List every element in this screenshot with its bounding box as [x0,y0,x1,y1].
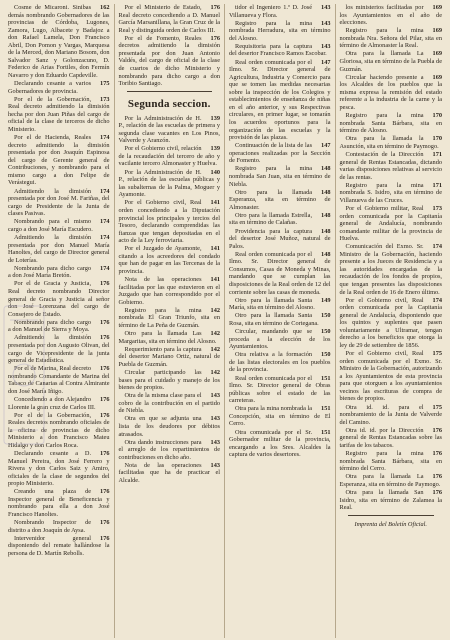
page-number: 170 [432,135,442,143]
entry-text: Por el Gobierno militar, Real orden comunicada por la Capitanía general de Andalucía, nombrando comandante militar de la provincia de Huelva. [339,204,442,243]
index-entry [340,297,443,350]
index-entry [119,330,221,345]
index-entry [119,199,221,244]
index-entry [229,312,331,327]
entry-text: Admitiendo la dimisión presentada por don Manuel María Hanoltes, del cargo de Director general de Loterías. [8,233,110,264]
page-number: 176 [100,411,110,419]
index-entry [340,404,443,427]
index-entry [340,427,443,450]
page-number: 176 [100,488,110,496]
index-entry [119,439,221,462]
index-entry [119,462,221,485]
index-entry [229,189,331,212]
entry-text: Continuación de la lista de las operaciones realizadas por la Sección de Fomento. [229,142,331,165]
page-number: 176 [100,334,110,342]
index-entry [340,350,443,403]
index-entry [340,473,443,488]
entry-text: Por el de la Gobernación, Reales decretos nombrando oficiales de la oficina de provincias de dicho Ministerio a don Francisco Mateu Hidalgo y don Carlos Roca. [8,411,110,449]
entry-text: Otra para la llamada La Gloriosa, sita en término de la Puebla de Guzmán. [339,50,442,73]
index-entry [119,145,221,168]
entry-text: Otro para la llamada Estrella, sita en término de Calañas. [229,211,313,227]
index-entry [229,351,331,374]
index-entry [119,369,221,392]
page-number: 176 [432,488,442,496]
index-entry [119,245,221,275]
index-entry [340,243,443,296]
entry-text: Admitiendo la dimisión presentada por don Augusto Olivan, del cargo de Vicepresidente de la junta general de Estadística. [8,334,110,365]
page-number: 150 [321,312,331,320]
page-number: 148 [321,227,331,235]
entry-text: Registro para la mina nombrada Santa Bárbara, sita en término de Alosno. [339,112,442,135]
page-number: 150 [321,328,331,336]
index-entry [8,188,110,218]
index-entry [340,450,443,473]
entry-text: Nombrando para dicho cargo a don Manuel de Sierra y Moya. [8,318,92,334]
entry-text: Por el Ministerio de Estado, Real decreto concediendo a D. Manuel García Marsanillana, la Gran Cruz de la Real y distinguida orden de Carlos III. [118,4,220,34]
entry-text: Nombrando para el mismo cargo a don José María Escudero. [8,218,93,233]
page-number: 143 [210,392,220,400]
index-entry [8,519,110,534]
entry-text: Otro para la llamada Santa María, sita en término del Alosno. [229,296,315,312]
page-number: 139 [210,114,220,122]
page-number: 176 [432,426,442,434]
entry-text: Registro para la mina nombrada El Gran Triunfo, sita en término de La Peña de Guzmán. [118,306,220,329]
index-entry [8,280,110,318]
entry-text: Por el de la Gobernación, Real decreto admitiendo la dimisión hecha por don Juan Piñas del cargo de oficial de la clase de terceros de dicho Ministerio. [8,95,110,133]
page-number: 143 [210,415,220,423]
index-entry [8,412,110,450]
page-number: 174 [100,187,110,195]
index-entry [119,4,221,34]
page-number: 176 [100,450,110,458]
entry-text: Circular, mandando que se proceda a la elección de los Ayuntamientos. [229,328,331,351]
entry-text: Otra para la llamada La Esperanza, sita en término de Paymogo. [339,473,441,488]
entry-text: Admitiendo la dimisión presentada por don José M. Fariñas, del cargo de Presidente de la Junta de clases Pasivas. [8,187,110,218]
index-entry [229,228,331,251]
entry-text: Contestación de la Dirección general de Rentas Estancadas, dictando varias disposiciones relativas al servicio de las rentas. [339,150,442,181]
page-number: 142 [210,306,220,314]
entry-text: Por el Gobierno civil, relación de la recaudación del tercero de año y vacilante tercero Almonaster y Huelva. [118,145,220,168]
index-entry [340,4,443,27]
entry-text: Concediendo a don Alejandro Llorente la gran cruz de Carlos III. [8,396,96,411]
page-number: 174 [432,243,442,251]
page-number: 140 [210,168,220,176]
entry-text: Otra de la misma clase para el cobro de la contribución en el partido de Niebla. [118,392,220,415]
index-entry [229,375,331,405]
index-entry [119,415,221,438]
index-entry [229,212,331,227]
page-number: 148 [321,188,331,196]
index-entry [119,276,221,306]
page-number: 143 [321,19,331,27]
column-4 [336,4,447,638]
page-number: 143 [210,438,220,446]
entry-text: Declarando cesante a D. Manuel Pereira, don José Ferrero y Rivera y don Carlos Saiz y Amiro, oficiales de la clase de segundos del propio Ministerio. [8,450,110,488]
entry-text: Por el Gobierno civil, Real orden concediendo a la Diputación provincial los principales y tercios del Tesoro, declarando comprendidas las fianzas que tengan depositadas en el acto de la Ley ferroviaria. [118,199,220,245]
index-entry [229,142,331,165]
page-number: 176 [100,365,110,373]
page-number: 176 [100,396,110,404]
entry-text: Registro para la mina nombrada Santa Bárbara, sita en término del Cerro. [339,450,442,473]
entry-text: Cosme de Micaroni. Sinibas demás nombrando Gobernadores de las provincias de Córdoba, Lugones, Zamora, Lugo, Albacete y Badajoz a don Rafael Lamela, Don Francisco Abril, Don Pomon y Vargas, Marquesa de la Merced, don Mariano Bosom, don Salvador Sanz y Golonzacuno, D. Federico de Arias Fortiles, don Fermín Navarro y don Eduardo Capdeville. [8,4,110,79]
entry-text: los ministerios facilitadas por los Ayuntamientos en el año de elecciones. [339,4,442,27]
index-entry [229,405,331,428]
footer-divider [348,515,435,516]
page-number: 147 [321,142,331,150]
index-entry [8,334,110,364]
page-number: 174 [100,264,110,272]
index-entry [8,218,110,233]
page-number: 141 [210,245,220,253]
column-2 [115,4,226,638]
index-entry [119,35,221,88]
page-number: 175 [432,350,442,358]
page-number: 141 [210,199,220,207]
page-number: 176 [100,318,110,326]
entry-text: Creando una plaza de Inspector general de Beneficencia y nombrando para ella a don José Francisco Hanoltes. [8,488,110,518]
index-entry [229,165,331,188]
entry-text: Otro para la llamada Santa Rosa, sita en término de Cortegana. [229,312,319,327]
page-number: 169 [432,4,442,11]
index-entry [229,429,331,459]
page-number: 139 [210,145,220,153]
entry-text: Otra dando instrucciones para el arreglo de los repartimientos de contribuciones en dicho año. [118,438,220,461]
page-number: 176 [100,280,110,288]
page-number: 175 [100,80,110,88]
page-number: 143 [321,4,331,11]
page-number: 169 [432,73,442,81]
section-divider [127,91,213,92]
page-number: 142 [210,330,220,338]
entry-text: Por el de Marina, Real decreto nombrando Comandante de Marina del Tabaco de Canarias al Contra Almirante don José María Iñigo. [8,365,110,395]
entry-text: Real orden comunicada por el Ilmo. Sr. Director general de Consumos, Casas de Moneda y Minas, mandando que se cumplan las disposiciones de la Real orden de 12 del corriente sobre las casas de moneda. [229,250,331,296]
page-number: 176 [210,4,220,11]
entry-text: Otra relativa a la formación de las listas electorales en los pueblos de la provincia. [229,351,331,374]
index-entry [8,319,110,334]
page-number: 170 [432,112,442,120]
index-entry [8,396,110,411]
column-3 [225,4,336,638]
entry-text: Requerimiento para la captura del desertor Mariano Ortiz, natural de Puebla de Guzmán. [118,345,220,368]
page-number: 176 [100,519,110,527]
page-number: 148 [321,165,331,173]
entry-text: Providencia para la captura del desertor José Muñoz, natural de Palos. [229,227,331,250]
page-number: 162 [100,4,110,11]
index-entry [340,489,443,512]
index-entry [229,4,331,19]
entry-text: Otra comunicada por el Sr. Gobernador militar de la provincia, encargando a los Sres. Alcaldes la captura de varios desertores. [229,428,331,459]
entry-text: Otra para la llamada San Isidro, sita en término de Zalamea la Real. [339,488,442,512]
entry-text: Real orden comunicada por el Ilmo. Sr. Director general de Agricultura, Industria y Comercio para que se tomen las medidas necesarias sobre la inspección de los Colegios y establecimientos de enseñanza de niñas en el año anterior, y sus Respectivas circulares, en primer lugar, se tomarán los acuerdos oportunos para la organización de las escuelas y la provisión de las plazas. [229,58,331,142]
index-entry [340,151,443,181]
index-entry [229,43,331,58]
index-entry [229,59,331,142]
page-number: 173 [100,95,110,103]
index-entry [8,450,110,488]
index-entry [8,535,110,558]
page-number: 175 [432,403,442,411]
entry-text: Nota de las operaciones facilitadas que ha de practicar el Alcalde. [118,461,220,485]
page-number: 148 [321,211,331,219]
entry-text: Otro para la llamada Las Margaritas, sita en término del Alosno. [118,330,217,345]
index-entry [340,74,443,112]
entry-text: Registro para la mina nombrada San Juan, sita en término de Niebla. [229,165,331,188]
entry-text: Otra en que se adjunta una lista de los deudores por débitos atrasados. [118,415,220,438]
page-number: 149 [321,296,331,304]
index-entry [8,80,110,95]
page-number: 174 [100,218,110,226]
index-entry [340,27,443,50]
page-number: 151 [321,428,331,436]
page-number: 143 [321,42,331,50]
entry-text: Nombrando Inspector de distrito a don Joaquín de Aysa. [8,519,92,534]
entry-text: Nombrando para dicho cargo a don José María Bretón. [8,264,92,280]
entry-text: Comunicación del Exmo. Sr. Ministro de la Gobernación, haciendo presente a los Jueces de Residencia y a las autoridades encargadas de la recaudación de los fondos de propios, que tengan presentes las disposiciones de la Real orden de 16 de Enero último. [339,243,442,296]
page-number: 171 [432,150,442,158]
entry-text: Por el Juzgado de Ayamonte, citando a los acreedores del condado que han de pagar en las Tercenas de la provincia. [118,245,220,275]
index-entry [340,112,443,135]
entry-text: Por la Administración de H. P., relación de las escuelas públicas y las subalternas de la Palma, Moguer y Ayamonte. [118,168,220,199]
page-number: 142 [210,345,220,353]
entry-text: Otra id. id. por la Dirección general de Rentas Estancadas sobre las tarifas de los tabacos. [339,426,442,449]
index-entry [8,96,110,134]
entry-text: Registro para la mina nombrada S. Isidro, sita en término de Villanueva de las Cruces. [339,181,442,204]
section-title: Segunda seccion. [127,97,211,110]
index-entry [340,182,443,205]
index-entry [229,20,331,43]
page-number: 169 [432,27,442,35]
index-entry [119,392,221,415]
printer-imprint: Imprenta del Boletín Oficial. [354,520,427,528]
entry-text: Por el de Hacienda, Reales decreto admitiendo la dimisión presentada por don Joaquín Espinosa del cargo de Gerente general de Contribuciones, y nombrando para el mismo cargo a don Felipe de Verástegui. [8,134,110,187]
entry-text: Por el de Fomento, Reales decretos admitiendo la dimisión presentada por don Juan Antonio Valdés, del cargo de oficial de la clase de cuartos de dicho Ministerio y nombrando para dicho cargo a don Toribio Santiago. [118,34,220,88]
index-entry [119,169,221,199]
entry-text: Circular haciendo presente a los Alcaldes de los pueblos que la misma expresa la remisión del estado referente a la industria de la carne y la pesca. [339,73,442,111]
entry-text: Por el Gobierno civil, Real orden comunicada por el Exmo. Sr. Ministro de la Gobernación, autorizando a los Ayuntamientos de esta provincia para que otorguen a los ayuntamientos vecinos las escrituras de compra de bienes de propios. [339,350,442,403]
index-entry [8,488,110,518]
entry-text: Registro para la mina nombrada Nra. Señora del Pilar, sita en término de Almonaster la Real. [339,27,442,50]
index-entry [8,134,110,187]
entry-text: tidor el Ingeniero 1.º D. José Villanueva y Flora. [229,4,313,19]
entry-text: Por la Administración de H. P., relación de las escuelas de primera y segunda clase vacantes en Los Pinos, Valverde y Aranzón. [118,114,220,145]
index-entry [229,297,331,312]
index-entry [229,328,331,351]
page-number: 151 [321,374,331,382]
page-number: 171 [432,181,442,189]
page-number: 147 [321,58,331,66]
entry-text: Otra para la llamada la Asunción, sita en término de Paymogo. [339,135,439,150]
index-entry [8,365,110,395]
page-number: 141 [210,276,220,284]
page-number: 169 [432,50,442,58]
page-number: 148 [321,250,331,258]
index-entry [340,50,443,73]
entry-text: Real orden comunicada por el Ilmo. Sr. Director general de Obras públicas sobre el estado de las carreteras. [229,374,331,405]
page-number: 176 [210,34,220,42]
index-entry [8,265,110,280]
entry-text: Nota de las operaciones facilitadas por las que estuvieron en el Juzgado que han correspondido por el Gobierno. [118,276,220,306]
column-1 [4,4,115,638]
page-number: 173 [432,204,442,212]
page-number: 150 [321,351,331,359]
index-entry [229,251,331,296]
page-number: 174 [432,296,442,304]
index-entry [340,205,443,243]
entry-text: Por el Gobierno civil, Real orden comunicada por la Capitanía general de Andalucía, disponiendo que los quintos y suplentes que pasen voluntariamente a Ultramar, tengan derecho a los beneficios que otorga la ley de 29 de setiembre de 1856. [339,296,442,349]
page-number: 176 [432,450,442,458]
page-number: 174 [100,233,110,241]
entry-text: Declarando cesante a varios Gobernadores de provincia. [8,80,92,95]
entry-text: Requisitoria para la captura del desertor Francisco Ramos Escobar. [229,42,327,58]
page-number: 176 [432,473,442,481]
entry-text: Circular participando las bases para el cuidado y manejo de los bienes de propios. [118,369,220,392]
entry-text: Registro para la mina nombrada Herradura, sita en término del Alosno. [229,19,331,42]
page-number: 143 [210,461,220,469]
index-entry [8,4,110,79]
page-number: 174 [100,134,110,142]
index-entry [119,307,221,330]
page-number: 142 [210,369,220,376]
entry-text: Otra id. id. para el nombramiento de la Junta de Valverde del Camino. [339,403,442,426]
index-entry [119,115,221,145]
entry-text: Intervenidor general disponiendo del remate hallándose la persona de D. Martín Rebolls. [8,534,110,557]
page-number: 151 [321,405,331,413]
index-entry [119,346,221,369]
entry-text: Otra para la mina nombrada la Concepción, sita en término de El Cerro. [229,405,331,428]
entry-text: Otro para la llamada Esperanza, sita en término de Almonaster. [229,188,331,211]
index-entry [340,135,443,150]
entry-text: Por el de Gracia y Justicia, Real decreto nombrando Director general de Gracia y Justicia al señor don José Lorenzana del cargo de Consejero de Estado. [8,280,110,318]
index-entry [8,234,110,264]
page-number: 176 [100,534,110,542]
